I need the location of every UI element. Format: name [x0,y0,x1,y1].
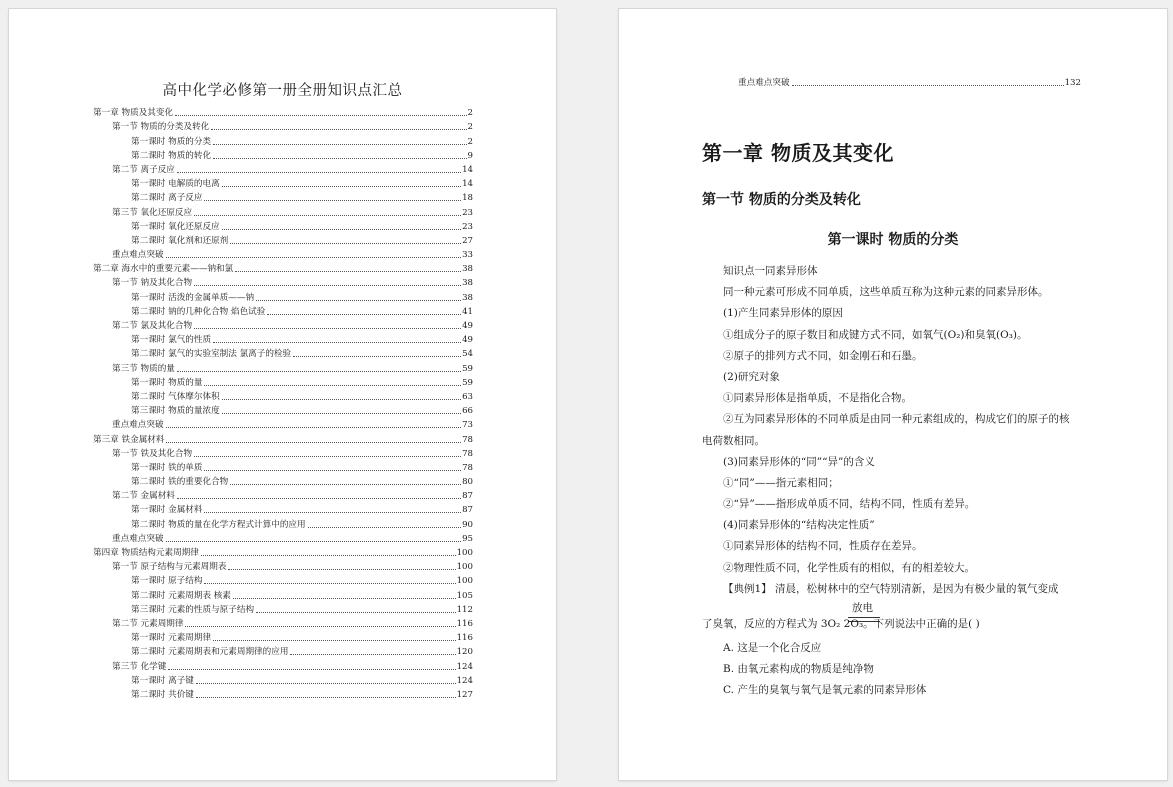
toc-entry[interactable] [93,204,473,218]
toc-entry[interactable] [93,545,473,559]
toc-page-number: 9 [467,150,473,161]
toc-entry-title: 第一章 物质及其变化 [93,108,174,119]
toc-entry-title: 第二课时 物质的量在化学方程式计算中的应用 [131,519,306,530]
toc-entry[interactable] [93,460,473,474]
lesson-heading: 第一课时 物质的分类 [827,232,959,248]
toc-dot-leader [204,385,461,386]
toc-page-number: 100 [456,562,473,573]
toc-dot-leader [222,413,461,414]
paragraph-line: ②物理性质不同，化学性质有的相似，有的相差较大。 [723,561,975,574]
toc-entry[interactable] [93,304,473,318]
toc-dot-leader [166,427,461,428]
toc-dot-leader [177,172,461,173]
toc-entry-title: 第一课时 原子结构 [131,576,203,587]
paragraph-line: 知识点一同素异形体 [723,265,818,277]
toc-entry[interactable] [93,531,473,545]
toc-dot-leader [168,669,455,670]
toc-entry[interactable] [93,318,473,332]
paragraph-line: ①同素异形体是指单质，不是指化合物。 [723,392,912,405]
toc-entry[interactable] [93,616,473,630]
toc-title: 高中化学必修第一册全册知识点汇总 [162,83,403,99]
toc-entry-title: 第一课时 金属材料 [131,505,203,516]
toc-dot-leader [213,158,466,159]
toc-page-number: 2 [467,108,473,119]
toc-dot-leader [308,527,461,528]
toc-entry-title: 第二节 金属材料 [112,491,175,502]
toc-dot-leader [204,512,461,513]
toc-entry[interactable] [93,219,473,233]
toc-dot-leader [177,371,461,372]
toc-entry-title: 第一课时 元素周期律 [131,633,212,644]
toc-page-number: 73 [462,420,473,431]
toc-entry-title: 重点难点突破 [112,420,164,431]
toc-entry-title: 第一课时 铁的单质 [131,462,203,473]
toc-dot-leader [233,598,456,599]
toc-entry-title: 第二课时 气体摩尔体积 [131,391,220,402]
toc-dot-leader [185,626,455,627]
toc-dot-leader [267,314,461,315]
toc-dot-leader [204,200,461,201]
toc-dot-leader [230,243,461,244]
toc-entry[interactable] [93,403,473,417]
toc-page-number: 87 [462,505,473,516]
toc-page-number: 127 [456,689,473,700]
toc-entry-title: 第一课时 氧化还原反应 [131,221,220,232]
toc-entry-title: 第一课时 活泼的金属单质——钠 [131,292,255,303]
toc-dot-leader [256,612,456,613]
toc-page-number: 112 [456,604,473,615]
toc-entry-title: 第一课时 物质的量 [131,377,203,388]
toc-page-number: 38 [462,264,473,275]
paragraph-line: 【典例1】 清晨，松树林中的空气特别清新，是因为有极少量的氧气变成 [723,582,1059,595]
toc-page-number: 78 [462,434,473,445]
toc-dot-leader [222,399,461,400]
toc-entry[interactable] [93,446,473,460]
toc-dot-leader [196,683,456,684]
toc-page-number: 105 [456,590,473,601]
toc-page-number: 78 [462,462,473,473]
toc-entry-title: 第二课时 铁的重要化合物 [131,477,229,488]
toc-page-number: 54 [462,349,473,360]
toc-dot-leader [213,342,461,343]
toc-page-number: 116 [456,618,473,629]
toc-page-number: 100 [456,548,473,558]
toc-entry[interactable] [93,516,473,530]
table-of-contents [93,105,473,701]
toc-dot-leader [201,555,456,556]
toc-dot-leader [792,85,1064,86]
toc-dot-leader [177,498,461,499]
toc-entry[interactable] [93,389,473,403]
toc-entry-title: 重点难点突破 [112,250,164,261]
toc-entry-title: 第一节 物质的分类及转化 [112,122,210,133]
toc-dot-leader [222,229,461,230]
toc-entry[interactable] [93,148,473,162]
toc-entry-title: 第一课时 离子键 [131,675,194,686]
toc-entry[interactable] [93,630,473,644]
toc-entry[interactable] [93,289,473,303]
toc-page-number: 33 [462,250,473,261]
toc-page-number: 27 [462,235,473,246]
toc-entry-title: 第三课时 物质的量浓度 [131,406,220,417]
toc-entry[interactable] [93,247,473,261]
toc-dot-leader [196,697,456,698]
paragraph-line: 电荷数相同。 [702,434,765,447]
reaction-equation-line [702,600,1086,638]
toc-entry-title: 第二课时 物质的转化 [131,150,212,161]
equation-text: 了臭氧，反应的方程式为 3O₂ 2O₃。下列说法中正确的是( ) [702,618,980,630]
toc-page-number: 14 [462,179,473,190]
chapter-heading: 第一章 物质及其变化 [702,141,894,165]
toc-page-number: 78 [462,448,473,459]
toc-entry[interactable] [93,658,473,672]
paragraph-line: ②互为同素异形体的不同单质是由同一种元素组成的，构成它们的原子的核 [723,413,1070,426]
toc-page-number: 100 [456,576,473,587]
toc-entry[interactable] [93,587,473,601]
toc-page-number: 87 [462,491,473,502]
toc-dot-leader [256,300,461,301]
toc-entry[interactable] [93,275,473,289]
toc-entry[interactable] [93,162,473,176]
toc-entry[interactable] [93,502,473,516]
toc-page-number: 66 [462,406,473,417]
paragraph-line: 同一种元素可形成不同单质，这些单质互称为这种元素的同素异形体。 [723,286,1049,299]
toc-entry-title: 第二节 氯及其化合物 [112,321,193,331]
toc-dot-leader [222,186,461,187]
paragraph-line: ②原子的排列方式不同，如金刚石和石墨。 [723,349,923,362]
toc-dot-leader [175,115,466,116]
toc-entry-title: 第三节 氧化还原反应 [112,207,193,218]
toc-entry[interactable] [93,346,473,360]
answer-option: C. 产生的臭氧与氧气是氧元素的同素异形体 [723,684,927,697]
toc-entry-title: 第一课时 物质的分类 [131,136,212,147]
toc-entry[interactable] [93,375,473,389]
paragraph-line: (1)产生同素异形体的原因 [723,307,843,320]
toc-entry-title: 第三节 物质的量 [112,363,175,374]
toc-entry-title: 第三节 化学键 [112,661,167,672]
toc-entry[interactable] [93,644,473,658]
toc-page-number: 38 [462,278,473,289]
toc-page-number: 18 [462,193,473,204]
toc-dot-leader [230,484,461,485]
body-text [702,261,1086,702]
toc-dot-leader [166,257,461,258]
reaction-condition: 放电 [852,602,873,614]
toc-dot-leader [166,541,461,542]
toc-entry-title: 第一节 铁及其化合物 [112,448,193,459]
toc-dot-leader [204,470,461,471]
toc-entry-title: 第二课时 钠的几种化合物 焰色试验 [131,306,266,317]
toc-entry[interactable] [93,176,473,190]
toc-entry-title: 第二课时 氧化剂和还原剂 [131,235,229,246]
toc-dot-leader [213,640,456,641]
table-of-contents-continued [719,75,1081,89]
toc-entry[interactable] [93,360,473,374]
paragraph-line: (3)同素异形体的“同”“异”的含义 [723,455,875,468]
toc-entry-title: 第二节 元素周期律 [112,618,184,629]
toc-page-number: 59 [462,363,473,374]
toc-dot-leader [194,215,461,216]
toc-entry-title: 第一课时 电解质的电离 [131,179,220,190]
toc-entry-title: 第二章 海水中的重要元素——钠和氯 [93,264,234,275]
answer-option: A. 这是一个化合反应 [723,642,822,654]
toc-page-number: 49 [462,321,473,331]
toc-entry-title: 第一节 钠及其化合物 [112,278,193,289]
toc-entry[interactable] [93,687,473,701]
toc-dot-leader [228,569,455,570]
toc-page-number: 80 [462,477,473,488]
toc-page-number: 116 [456,633,473,644]
paragraph-line: (4)同素异形体的“结构决定性质” [723,519,875,532]
toc-dot-leader [204,583,455,584]
toc-entry-title: 第二课时 共价键 [131,689,194,700]
toc-entry[interactable] [93,474,473,488]
toc-entry[interactable] [93,602,473,616]
toc-page-number: 124 [456,661,473,672]
toc-entry-title: 重点难点突破 [738,78,790,89]
paragraph-line: ①组成分子的原子数目和成键方式不同，如氧气(O₂)和臭氧(O₃)。 [723,328,1028,341]
toc-entry-title: 第一课时 氯气的性质 [131,335,212,346]
toc-dot-leader [194,456,461,457]
toc-entry-title: 第二节 离子反应 [112,164,175,175]
toc-page-number: 23 [462,221,473,232]
toc-page-number: 120 [456,647,473,658]
toc-page-number: 95 [462,533,473,544]
toc-entry-title: 重点难点突破 [112,533,164,544]
toc-dot-leader [194,328,461,329]
paragraph-line: (2)研究对象 [723,370,780,383]
toc-entry[interactable] [93,332,473,346]
toc-page-number: 63 [462,391,473,402]
toc-dot-leader [293,356,461,357]
toc-entry-title: 第一节 原子结构与元素周期表 [112,562,227,573]
toc-page-number: 90 [462,519,473,530]
document-page-left [9,9,556,780]
toc-entry-title: 第二课时 氯气的实验室制法 氯离子的检验 [131,349,292,360]
document-page-right [619,9,1167,780]
toc-entry[interactable] [93,488,473,502]
toc-dot-leader [166,442,461,443]
toc-entry[interactable] [93,431,473,445]
toc-page-number: 23 [462,207,473,218]
toc-page-number: 2 [467,122,473,133]
toc-entry[interactable] [93,559,473,573]
toc-entry[interactable] [93,573,473,587]
toc-dot-leader [290,654,455,655]
answer-option: B. 由氧元素构成的物质是纯净物 [723,663,874,676]
toc-page-number: 132 [1064,78,1081,89]
paragraph-line: ②“异”——指形成单质不同，结构不同，性质有差异。 [723,498,976,511]
toc-dot-leader [211,129,466,130]
toc-entry[interactable] [93,417,473,431]
toc-entry-title: 第二课时 元素周期表和元素周期律的应用 [131,647,289,658]
toc-page-number: 2 [467,136,473,147]
paragraph-line: ①同素异形体的结构不同，性质存在差异。 [723,540,923,553]
toc-entry-title: 第二课时 离子反应 [131,193,203,204]
toc-page-number: 38 [462,292,473,303]
toc-entry[interactable] [93,673,473,687]
toc-entry-title: 第三课时 元素的性质与原子结构 [131,604,255,615]
toc-page-number: 49 [462,335,473,346]
toc-entry[interactable] [93,119,473,133]
toc-page-number: 14 [462,164,473,175]
toc-entry[interactable] [93,190,473,204]
toc-entry[interactable] [93,105,473,119]
toc-page-number: 59 [462,377,473,388]
toc-entry[interactable] [93,133,473,147]
toc-entry-title: 第三章 铁金属材料 [93,434,165,445]
toc-entry-title: 第四章 物质结构元素周期律 [93,548,199,558]
toc-dot-leader [235,271,461,272]
toc-entry[interactable] [93,261,473,275]
toc-entry[interactable] [719,75,1081,89]
toc-entry-title: 第二课时 元素周期表 核素 [131,590,231,601]
section-heading: 第一节 物质的分类及转化 [702,192,861,208]
toc-page-number: 41 [462,306,473,317]
toc-dot-leader [194,285,461,286]
toc-dot-leader [213,144,466,145]
paragraph-line: ①“同”——指元素相同； [723,476,839,489]
toc-page-number: 124 [456,675,473,686]
toc-entry[interactable] [93,233,473,247]
